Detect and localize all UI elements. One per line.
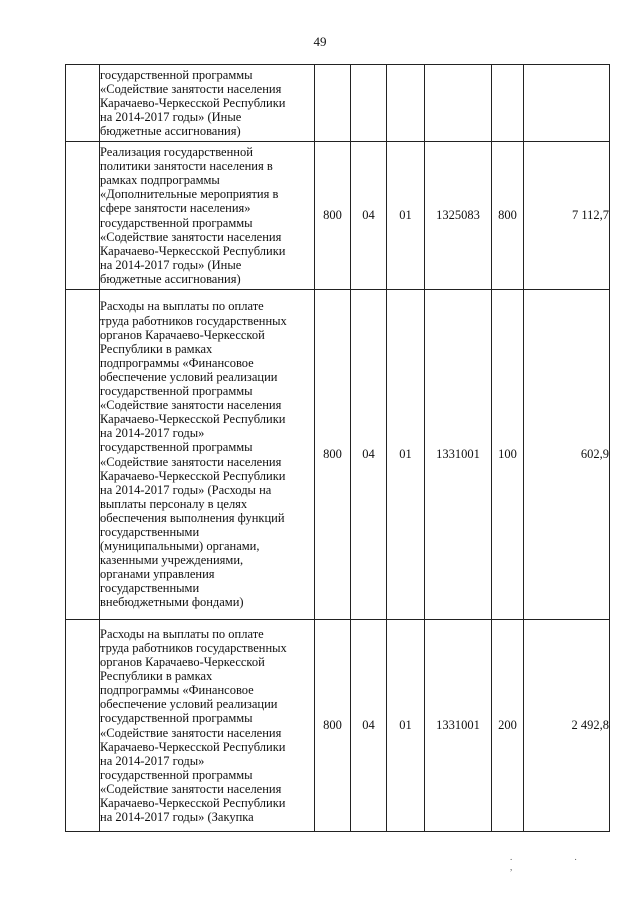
section-code-cell: 04 — [351, 142, 387, 290]
amount-cell: 2 492,8 — [524, 620, 610, 832]
description-cell — [100, 65, 315, 142]
subsection-code-cell — [387, 65, 425, 142]
description-cell — [100, 142, 315, 290]
amount-cell — [524, 65, 610, 142]
ministry-code-cell: 800 — [315, 620, 351, 832]
description-cell — [100, 620, 315, 832]
target-article-cell: 1331001 — [425, 620, 492, 832]
description-line: государственными — [100, 581, 200, 596]
description-line: «Содействие занятости населения — [100, 81, 282, 96]
description-line: государственной программы — [100, 440, 253, 455]
budget-table — [65, 64, 610, 832]
table-row — [66, 142, 610, 290]
description-line: на 2014-2017 годы» (Иные — [100, 110, 242, 125]
ministry-code-cell: 800 — [315, 290, 351, 620]
description-line: государственной программы — [100, 67, 253, 82]
description-cell — [100, 290, 315, 620]
description-line: Карачаево-Черкесской Республики — [100, 739, 286, 754]
description-line: Реализация государственной — [100, 145, 253, 160]
table-row — [66, 65, 610, 142]
row-number-cell — [66, 290, 100, 620]
description-line: «Содействие занятости населения — [100, 781, 282, 796]
description-line: Карачаево-Черкесской Республики — [100, 795, 286, 810]
description-line: государственной программы — [100, 767, 253, 782]
description-line: «Содействие занятости населения — [100, 398, 282, 413]
description-line: труда работников государственных — [100, 313, 287, 328]
section-code-cell — [351, 65, 387, 142]
description-line: Карачаево-Черкесской Республики — [100, 468, 286, 483]
row-number-cell — [66, 620, 100, 832]
description-line: государственной программы — [100, 384, 253, 399]
table-row — [66, 620, 610, 832]
description-line: подпрограммы «Финансовое — [100, 355, 254, 370]
ministry-code-cell — [315, 65, 351, 142]
target-article-cell: 1331001 — [425, 290, 492, 620]
amount-cell: 7 112,7 — [524, 142, 610, 290]
description-line: на 2014-2017 годы» (Закупка — [100, 810, 254, 825]
description-line: внебюджетными фондами) — [100, 595, 244, 610]
description-line: государственной программы — [100, 215, 253, 230]
expense-type-cell: 800 — [492, 142, 524, 290]
description-line: Республики в рамках — [100, 341, 213, 356]
description-line: на 2014-2017 годы» (Иные — [100, 257, 242, 272]
description-line: Карачаево-Черкесской Республики — [100, 243, 286, 258]
description-line: Карачаево-Черкесской Республики — [100, 95, 286, 110]
target-article-cell: 1325083 — [425, 142, 492, 290]
description-line: государственными — [100, 524, 200, 539]
description-line: сфере занятости населения» — [100, 201, 251, 216]
description-line: обеспечение условий реализации — [100, 697, 278, 712]
description-line: Расходы на выплаты по оплате — [100, 299, 264, 314]
expense-type-cell — [492, 65, 524, 142]
table-row — [66, 290, 610, 620]
description-line: на 2014-2017 годы» — [100, 753, 205, 768]
description-line: на 2014-2017 годы» (Расходы на — [100, 482, 272, 497]
amount-cell: 602,9 — [524, 290, 610, 620]
row-number-cell — [66, 65, 100, 142]
budget-table-body — [66, 65, 610, 832]
description-line: государственной программы — [100, 711, 253, 726]
description-line: обеспечение условий реализации — [100, 369, 278, 384]
description-line: обеспечения выполнения функций — [100, 510, 285, 525]
description-line: органов Карачаево-Черкесской — [100, 655, 265, 670]
description-line: подпрограммы «Финансовое — [100, 683, 254, 698]
description-line: политики занятости населения в — [100, 159, 273, 174]
description-line: труда работников государственных — [100, 640, 287, 655]
scan-marks: . . , — [510, 852, 607, 872]
description-line: «Содействие занятости населения — [100, 229, 282, 244]
section-code-cell: 04 — [351, 290, 387, 620]
description-line: рамках подпрограммы — [100, 173, 220, 188]
description-line: Карачаево-Черкесской Республики — [100, 412, 286, 427]
expense-type-cell: 100 — [492, 290, 524, 620]
section-code-cell: 04 — [351, 620, 387, 832]
description-line: на 2014-2017 годы» — [100, 426, 205, 441]
subsection-code-cell: 01 — [387, 290, 425, 620]
description-line: органов Карачаево-Черкесской — [100, 327, 265, 342]
description-line: Республики в рамках — [100, 669, 213, 684]
subsection-code-cell: 01 — [387, 620, 425, 832]
description-line: (муниципальными) органами, — [100, 539, 260, 554]
description-line: «Содействие занятости населения — [100, 725, 282, 740]
target-article-cell — [425, 65, 492, 142]
ministry-code-cell: 800 — [315, 142, 351, 290]
description-line: казенными учреждениями, — [100, 553, 244, 568]
expense-type-cell: 200 — [492, 620, 524, 832]
row-number-cell — [66, 142, 100, 290]
description-line: «Содействие занятости населения — [100, 454, 282, 469]
description-line: «Дополнительные мероприятия в — [100, 187, 279, 202]
description-line: бюджетные ассигнования) — [100, 271, 241, 286]
description-line: выплаты персоналу в целях — [100, 496, 248, 511]
description-line: бюджетные ассигнования) — [100, 124, 241, 139]
subsection-code-cell: 01 — [387, 142, 425, 290]
description-line: органами управления — [100, 567, 215, 582]
page-number: 49 — [313, 34, 327, 49]
description-line: Расходы на выплаты по оплате — [100, 626, 264, 641]
